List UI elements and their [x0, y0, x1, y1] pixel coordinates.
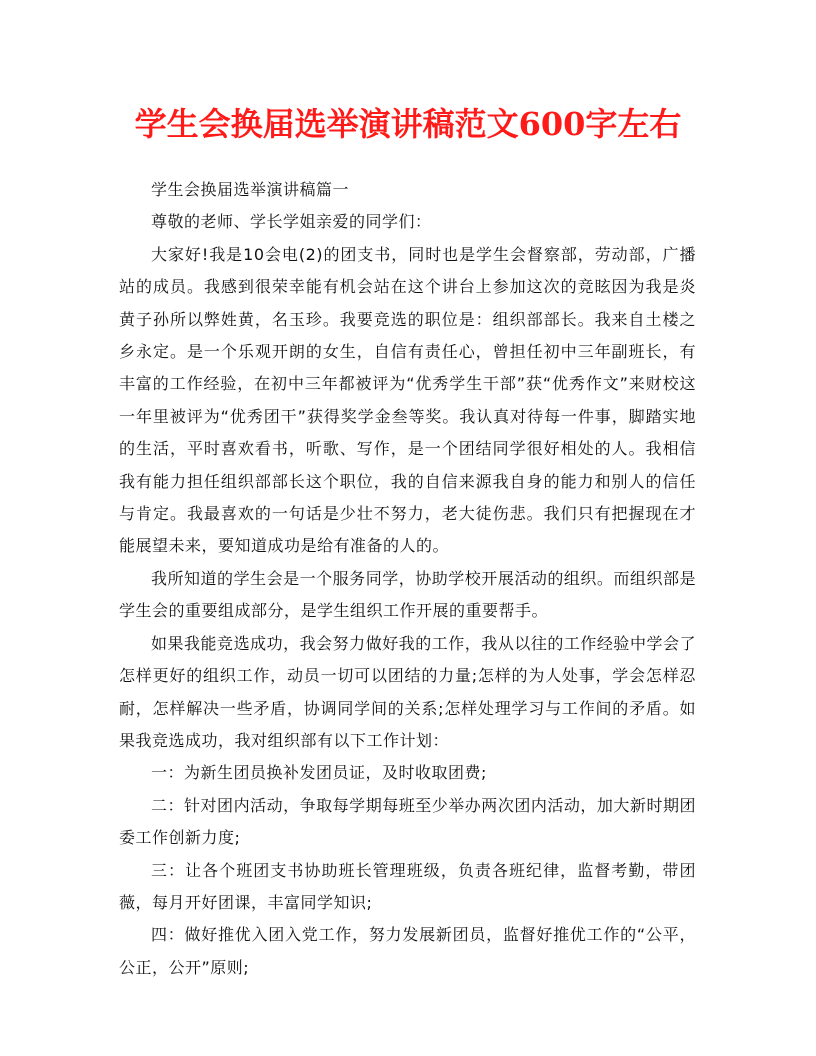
- plan-item-1: 一：为新生团员换补发团员证，及时收取团费;: [151, 763, 487, 783]
- document-body: [119, 174, 696, 984]
- plan-item-4: 四：做好推优入团入党工作，努力发展新团员，监督好推优工作的“公平，公正，公开”原则;: [119, 925, 696, 977]
- paragraph-student-union: 我所知道的学生会是一个服务同学，协助学校开展活动的组织。而组织部是学生会的重要组成部分，是学生组织工作开展的重要帮手。: [119, 568, 696, 621]
- plan-item-3: 三：让各个班团支书协助班长管理班级，负责各班纪律，监督考勤，带团薇，每月开好团课，丰富同学知识;: [119, 860, 696, 912]
- section-heading: 学生会换届选举演讲稿篇一: [151, 180, 350, 199]
- document-title: 学生会换届选举演讲稿范文600字左右: [134, 105, 682, 143]
- paragraph-introduction: 大家好!我是10会电(2)的团支书，同时也是学生会督察部，劳动部，广播站的成员。我感到很荣幸能有机会站在这个讲台上参加这次的竞眩因为我是炎黄子孙所以弊姓黄，名玉珍。我要竞选的职位是：组织部部长。我来自土楼之乡永定。是一个乐观开朗的女生，自信有责任心，曾担任初中三年副班长，有丰富的工作经验，在初中三年都被评为“优秀学生干部”获“优秀作文”来财校这一年里被评为“优秀团干”获得奖学金叁等奖。我认真对待每一件事，脚踏实地的生活，平时喜欢看书，听歌、写作，是一个团结同学很好相处的人。我相信我有能力担任组织部部长这个职位，我的自信来源我自身的能力和别人的信任与肯定。我最喜欢的一句话是少壮不努力，老大徒伤悲。我们只有把握现在才能展望未来，要知道成功是给有准备的人的。: [119, 244, 696, 556]
- plan-item-2: 二：针对团内活动，争取每学期每班至少举办两次团内活动，加大新时期团委工作创新力度;: [119, 795, 696, 848]
- paragraph-plan-intro: 如果我能竞选成功，我会努力做好我的工作，我从以往的工作经验中学会了怎样更好的组织工作，动员一切可以团结的力量;怎样的为人处事，学会怎样忍耐，怎样解决一些矛盾，协调同学间的关系;怎样处理学习与工作间的矛盾。如果我竞选成功，我对组织部有以下工作计划：: [119, 633, 696, 750]
- salutation: 尊敬的老师、学长学姐亲爱的同学们：: [151, 212, 432, 232]
